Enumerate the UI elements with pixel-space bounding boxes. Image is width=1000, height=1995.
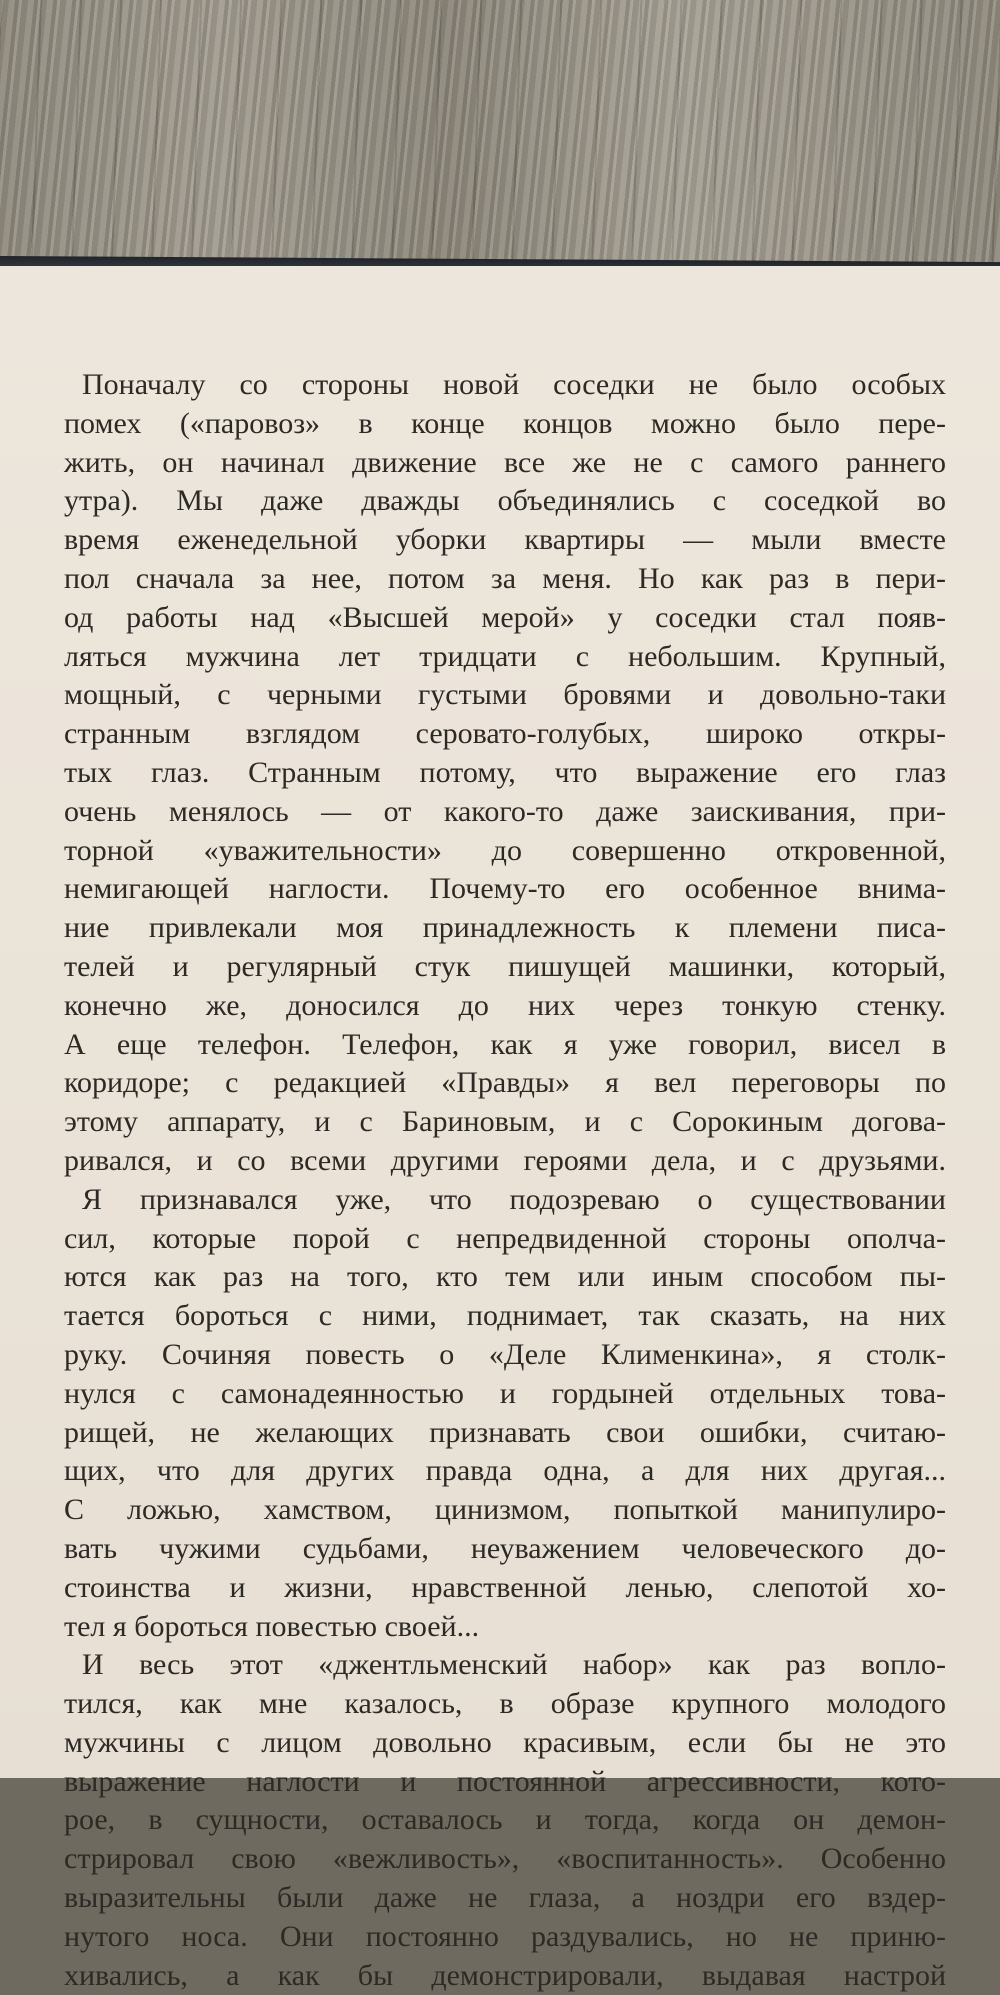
text-line: очень менялось — от какого-то даже заискивания, при-: [64, 794, 946, 828]
text-line: стоинства и жизни, нравственной ленью, слепотой хо-: [64, 1570, 946, 1604]
text-line: нулся с самонадеянностью и гордыней отдельных това-: [64, 1376, 946, 1410]
text-line: ются как раз на того, кто тем или иным способом пы-: [64, 1260, 946, 1294]
text-line: мощный, с черными густыми бровями и довольно-таки: [64, 678, 946, 712]
text-line: руку. Сочиняя повесть о «Деле Клименкина», я столк-: [64, 1337, 946, 1371]
text-line: рищей, не желающих признавать свои ошибки, считаю-: [64, 1415, 946, 1449]
text-line: время еженедельной уборки квартиры — мыли вместе: [64, 523, 946, 557]
text-line: конечно же, доносился до них через тонкую стенку.: [64, 988, 946, 1022]
text-line: щих, что для других правда одна, а для них другая...: [64, 1454, 946, 1488]
text-line: тых глаз. Странным потому, что выражение его глаз: [64, 755, 946, 789]
text-line: выразительны были даже не глаза, а ноздри его вздер-: [64, 1881, 946, 1915]
text-line: странным взглядом серовато-голубых, широко откры-: [64, 717, 946, 751]
text-line: коридоре; с редакцией «Правды» я вел переговоры по: [64, 1066, 946, 1100]
text-line: тел я бороться повестью своей...: [64, 1609, 480, 1643]
text-line: од работы над «Высшей мерой» у соседки стал появ-: [64, 600, 946, 634]
text-line: немигающей наглости. Почему-то его особенное внима-: [64, 872, 946, 906]
text-line: ляться мужчина лет тридцати с небольшим. Крупный,: [64, 639, 946, 673]
wooden-table-background: [0, 0, 1000, 262]
text-line: вать чужими судьбами, неуважением человеческого до-: [64, 1531, 946, 1565]
text-line: стрировал свою «вежливость», «воспитанность». Особенно: [64, 1842, 946, 1876]
text-line: ривался, и со всеми другими героями дела, и с друзьями.: [64, 1143, 946, 1177]
text-line: этому аппарату, и с Бариновым, и с Сорокиным догова-: [64, 1105, 946, 1139]
text-line: утра). Мы даже дважды объединялись с соседкой во: [64, 484, 946, 518]
text-line: С ложью, хамством, цинизмом, попыткой манипулиро-: [64, 1493, 946, 1527]
text-line: Я признавался уже, что подозреваю о существовании: [82, 1182, 946, 1216]
text-line: пол сначала за нее, потом за меня. Но как раз в пери-: [64, 561, 946, 595]
text-line: помех («паровоз» в конце концов можно было пере-: [64, 406, 946, 440]
text-line: ние привлекали моя принадлежность к племени писа-: [64, 911, 946, 945]
text-line: А еще телефон. Телефон, как я уже говорил, висел в: [64, 1027, 946, 1061]
text-line: выражение наглости и постоянной агрессивности, кото-: [64, 1764, 946, 1798]
text-line: жить, он начинал движение все же не с самого раннего: [64, 445, 946, 479]
page-text: [64, 366, 946, 1995]
book-page: [0, 266, 1000, 1992]
text-line: рое, в сущности, оставалось и тогда, когда он демон-: [64, 1803, 946, 1837]
text-line: телей и регулярный стук пишущей машинки, который,: [64, 949, 946, 983]
text-line: мужчины с лицом довольно красивым, если бы не это: [64, 1725, 946, 1759]
text-line: И весь этот «джентльменский набор» как раз вопло-: [82, 1648, 946, 1682]
text-line: тается бороться с ними, поднимает, так сказать, на них: [64, 1299, 946, 1333]
text-line: нутого носа. Они постоянно раздувались, но не приню-: [64, 1919, 946, 1953]
text-line: Поначалу со стороны новой соседки не было особых: [82, 368, 946, 401]
text-line: сил, которые порой с непредвиденной стороны ополча-: [64, 1221, 946, 1255]
text-line: торной «уважительности» до совершенно откровенной,: [64, 833, 946, 867]
text-line: тился, как мне казалось, в образе крупного молодого: [64, 1687, 946, 1721]
text-line: хивались, а как бы демонстрировали, выдавая настрой: [64, 1958, 946, 1992]
